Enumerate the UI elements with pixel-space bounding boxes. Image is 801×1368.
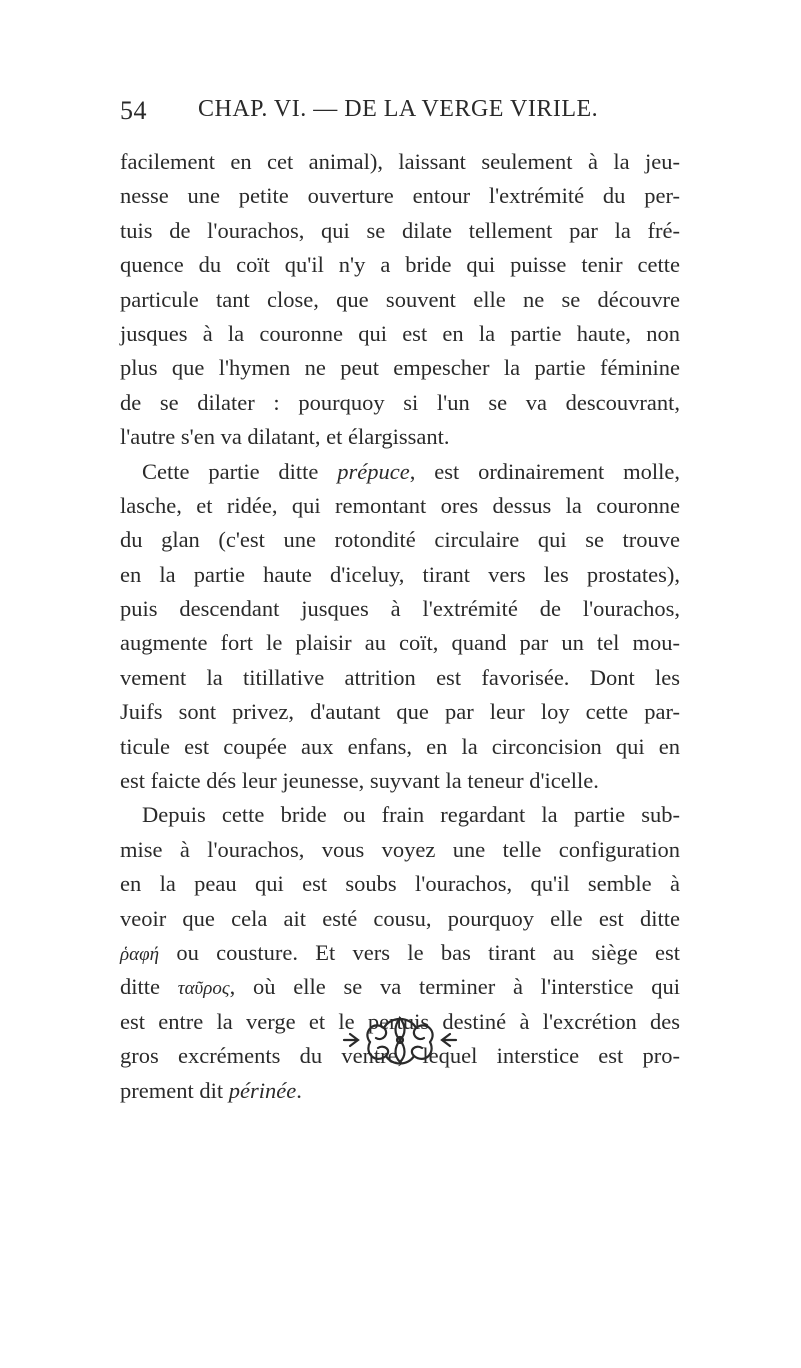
line-segment: prement dit bbox=[120, 1077, 229, 1103]
text-line: ticule est coupée aux enfans, en la circoncision qui en bbox=[120, 733, 680, 759]
line-segment: Cette partie ditte bbox=[142, 458, 338, 484]
text-line: vement la titillative attrition est favorisée. Dont les bbox=[120, 664, 680, 690]
text-line: lasche, et ridée, qui remontant ores dessus la couronne bbox=[120, 492, 680, 518]
text-line: jusques à la couronne qui est en la partie haute, non bbox=[120, 320, 680, 346]
text-line: particule tant close, que souvent elle ne se découvre bbox=[120, 286, 680, 312]
line-segment: , où elle se va terminer à l'interstice qui bbox=[229, 974, 680, 1000]
text-line: est faicte dés leur jeunesse, suyvant la teneur d'icelle. bbox=[120, 768, 599, 794]
greek-term: ῥαφή bbox=[120, 943, 160, 965]
text-line: Depuis cette bride ou frain regardant la partie sub- bbox=[142, 802, 680, 828]
text-line: gros excréments du ventre, lequel interstice est pro- bbox=[120, 1043, 680, 1069]
body-text bbox=[120, 145, 680, 1108]
text-line: plus que l'hymen ne peut empescher la partie féminine bbox=[120, 355, 680, 381]
text-line: l'autre s'en va dilatant, et élargissant. bbox=[120, 424, 450, 450]
page-header bbox=[120, 96, 680, 126]
text-line: du glan (c'est une rotondité circulaire qui se trouve bbox=[120, 527, 680, 553]
running-title: CHAP. VI. — DE LA VERGE VIRILE. bbox=[198, 96, 599, 122]
text-line: nesse une petite ouverture entour l'extrémité du per- bbox=[120, 183, 680, 209]
text-line: de se dilater : pourquoy si l'un se va descouvrant, bbox=[120, 389, 680, 415]
text-line bbox=[120, 936, 680, 970]
text-line: Juifs sont privez, d'autant que par leur loy cette par- bbox=[120, 699, 680, 725]
greek-term: ταῦρος bbox=[177, 978, 230, 1000]
text-line: augmente fort le plaisir au coït, quand par un tel mou- bbox=[120, 630, 680, 656]
text-line bbox=[120, 970, 680, 1004]
text-line: quence du coït qu'il n'y a bride qui puisse tenir cette bbox=[120, 252, 680, 278]
tailpiece-ornament-icon bbox=[340, 1010, 460, 1070]
text-line bbox=[120, 1074, 680, 1108]
text-line: en la peau qui est soubs l'ourachos, qu'il semble à bbox=[120, 871, 680, 897]
text-line: mise à l'ourachos, vous voyez une telle configuration bbox=[120, 836, 680, 862]
text-line: est entre la verge et le pertuis destiné à l'excrétion des bbox=[120, 1008, 680, 1034]
line-segment: . bbox=[296, 1077, 302, 1103]
line-segment: , est ordinairement molle, bbox=[409, 458, 680, 484]
page-number: 54 bbox=[120, 96, 147, 125]
term-perinee: périnée bbox=[228, 1077, 297, 1103]
text-line bbox=[120, 455, 680, 489]
text-line: facilement en cet animal), laissant seulement à la jeu- bbox=[120, 149, 680, 174]
text-line: en la partie haute d'iceluy, tirant vers les prostates), bbox=[120, 561, 680, 587]
text-line: tuis de l'ourachos, qui se dilate tellement par la fré- bbox=[120, 217, 680, 243]
text-line: veoir que cela ait esté cousu, pourquoy elle est ditte bbox=[120, 905, 680, 931]
line-segment: ditte bbox=[120, 974, 178, 1000]
line-segment: ou cousture. Et vers le bas tirant au siège est bbox=[159, 939, 680, 965]
term-prepuce: prépuce bbox=[337, 458, 410, 484]
text-line: puis descendant jusques à l'extrémité de l'ourachos, bbox=[120, 596, 680, 622]
